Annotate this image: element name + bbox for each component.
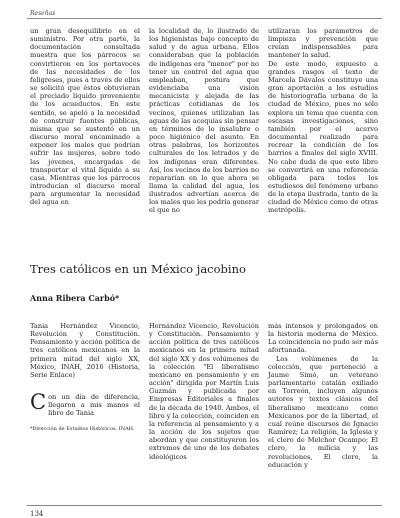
header-rule <box>27 18 382 19</box>
bottom-column-1 <box>30 322 140 469</box>
bottom-column-3-text-b: Los volúmenes de la colección, que perteneció a Jaume Simó, un veterano parlamentario catalán exiliado en Torreón, incluyen algunos autores y textos clásicos del liberalismo mexicano como Mexicanos por de la libertad, el cual reúne discursos de Ignacio Ramírez; La religión, la Iglesia y el clero de Melchor Ocampo; El clero, la milicia y las revoluciones, El clero, la educación y <box>268 354 378 469</box>
author-footnote: *Dirección de Estudios Históricos, INAH. <box>30 425 135 432</box>
drop-cap: C <box>30 390 47 415</box>
top-column-1-text: un gran desequilibrio en el suministro. Por otra parte, la documentación consultada muestra que los párrocos se convirtieron en los portavoces de las necesidades de los feligreses, pues a través de ellos se solicitó que éstos obtuvieran el preciado líquido proveniente de los acueductos. En este sentido, se apeló a la necesidad de construir fuentes públicas, misma que se sustentó en un discurso moral encaminado a exponer los males que podrían sufrir las mujeres, sobre todo las jóvenes, encargadas de transportar el vital líquido a su casa. Mientras que los párrocos introducían el discurso moral para argumentar la necesidad del agua en <box>30 27 140 207</box>
article-columns <box>30 322 378 469</box>
previous-review-columns <box>30 27 378 215</box>
section-label: Reseñas <box>30 10 56 17</box>
top-column-3 <box>268 27 378 215</box>
book-reference: Tania Hernández Vicencio, Revolución y Constitución. Pensamiento y acción política de tres católicos mexicanos en la primera mitad del siglo XX, México, INAH, 2016 (Historia, Serie Enlace) <box>30 322 140 379</box>
page-number: 134 <box>30 510 44 518</box>
top-column-2 <box>149 27 259 215</box>
article-author: Anna Ribera Carbó* <box>30 293 120 303</box>
bottom-column-3 <box>268 322 378 469</box>
top-column-3-text: utilizaran los parámetros de limpieza y prevención que creían indispensables para mantener la salud. De este modo, expuesto a grandes rasgos el texto de Marcela Dávalos constituye una gran aportación a los estudios de historiografía urbana de la ciudad de México, pues no sólo explora un tema que cuenta con escasas investigaciones, sino también por el acervo documental realizado para recrear la condición de los barrios a finales del siglo XVIII. No cabe duda de que este libro se convertirá en una referencia obligada para todos los estudiosos del fenómeno urbano de la etapa ilustrada, tanto de la ciudad de México como de otras metrópolis. <box>268 27 378 215</box>
lead-text: on un día de diferencia, llegaron a mis manos el libro de Tania <box>48 393 140 418</box>
top-column-1 <box>30 27 140 215</box>
lead-paragraph <box>30 390 140 418</box>
bottom-column-2 <box>149 322 259 469</box>
bottom-column-2-text: Hernández Vicencio, Revolución y Constitución. Pensamiento y acción política de tres católicos mexicanos en la primera mitad del siglo XX y dos volúmenes de la colección "El liberalismo mexicano en pensamiento y en acción" dirigida por Martín Luis Guzmán y publicada por Empresas Editoriales a finales de la década de 1940. Ambos, el libro y la colección, coinciden en la referencia al pensamiento y a la acción de los sujetos que abordan y que constituyeron los extremos de uno de los debates ideológicos <box>149 322 259 461</box>
article-title: Tres católicos en un México jacobino <box>30 262 246 276</box>
footer-rule <box>27 505 382 506</box>
bottom-column-3-text-a: más intensos y prolongados en la historia moderna de México. La coincidencia no pudo ser más afortunada. <box>268 322 378 355</box>
top-column-2-text: la localidad de, lo ilustrado de los higienistas bajo concepto de salud y de agua urbana. Ellos consideraban que la población de indígenas era "menor" por no tener un control del agua que empleaban, postura que evidenciaba una visión mecanicista y alejada de las prácticas cotidianas de los vecinos, quienes utilizaban las aguas de las acequias sin pensar en términos de lo insalubre o poco higiénico del asunto. En otras palabras, los horizontes culturales de los letrados y de los indígenas eran diferentes. Así, los vecinos de los barrios no repararían en lo que ahora se llama la calidad del agua, los ilustrados advertían acerca de los males que les podría generar el que no <box>149 27 259 215</box>
